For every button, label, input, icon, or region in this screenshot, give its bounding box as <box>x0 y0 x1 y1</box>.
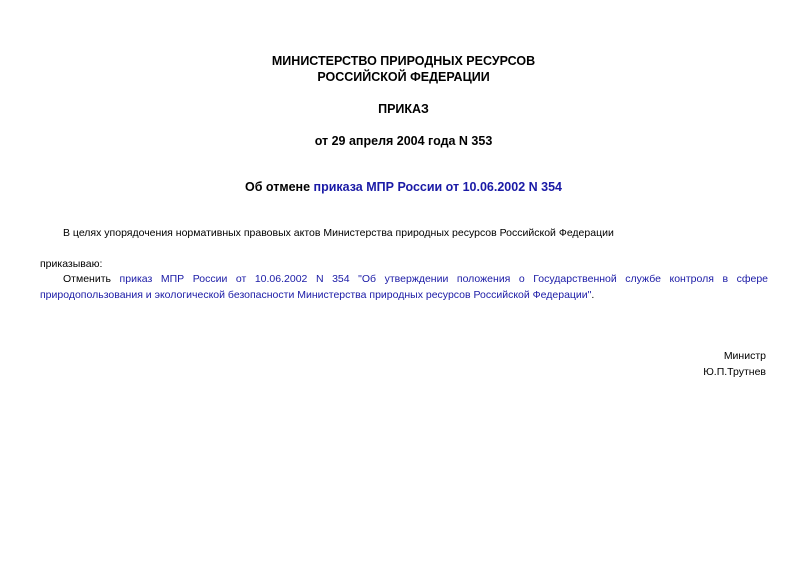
action-prefix: Отменить <box>63 273 120 285</box>
ministry-name-line1: МИНИСТЕРСТВО ПРИРОДНЫХ РЕСУРСОВ <box>271 54 536 68</box>
cancelled-order-link[interactable]: приказ МПР России от 10.06.2002 N 354 "Об утверждении положения о Государственной службе контроля в сфере природопользования и экологической безопасности Министерства природных ресурсов Российской Федерации" <box>40 273 768 301</box>
action-suffix: . <box>591 289 595 301</box>
decree-paragraph <box>40 271 768 303</box>
document-subject <box>0 179 807 195</box>
subject-order-link[interactable]: приказа МПР России от 10.06.2002 N 354 <box>313 180 562 194</box>
signatory-name: Ю.П.Трутнев <box>703 366 766 378</box>
ministry-name-line2: РОССИЙСКОЙ ФЕДЕРАЦИИ <box>317 70 490 84</box>
preamble-text: В целях упорядочения нормативных правовых актов Министерства природных ресурсов Российской Федерации <box>63 227 614 239</box>
signatory-position: Министр <box>723 350 766 362</box>
document-date-number: от 29 апреля 2004 года N 353 <box>314 134 493 148</box>
decree-word: приказываю: <box>40 258 103 270</box>
subject-prefix: Об отмене <box>244 180 314 194</box>
document-type: ПРИКАЗ <box>378 102 429 116</box>
